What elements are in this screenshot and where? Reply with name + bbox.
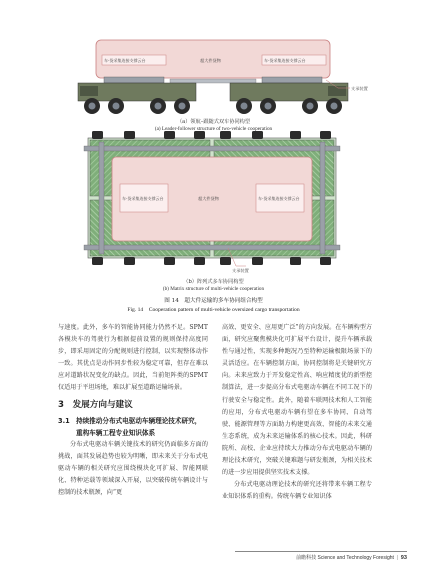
top-right-platform-label: 车-货采集连接支撑云台 (264, 58, 306, 63)
top-cargo-label: 超大件货物 (200, 58, 221, 63)
left-paragraph-2: 分布式电驱动车辆关键技术的研究仍面临多方面的挑战，面其发展趋势也较为明晰，即未来关于分布式电驱动车辆的相关研究应围绕模块化可扩展、智能网联化、特种运载等领域深入开展，以突破传统车辆设计与控制的技术瓶颈，向“更 (58, 440, 208, 496)
right-paragraph-1: 高效、更安全、应用更广泛”的方向发展。在车辆构型方面，研究应聚焦模块化可扩展平台设计，提升车辆承载性与通过性，实现多种跑况乃至特种运输极限场景下的灵活适应。在车辆控制方面，协同控制将是关键研究方向。未来应致力于开发稳定性高、响应精度优的新型控制算法，进一步提高分布式电驱动车辆在不同工况下的行驶安全与稳定性。此外，随着车联网技术和人工智能的应用，分布式电驱动车辆有望在多车协同、自动驾驶、能源管理等方面助力构建更高效、智能的未来交通生态系统，成为未来运输体系的核心技术。因此，科研院所、高校、企业应持续大力推动分布式电驱动车辆的理论技术研究，突破关键难题与研发瓶颈，为相关技术的进一步应用提供坚实技术支撑。 (222, 324, 372, 477)
leader-vehicle (78, 83, 196, 114)
bottom-callout-label: 支承装置 (232, 268, 249, 273)
subsection-number: 3.1 (58, 416, 70, 425)
caption-b-en: (b) Matrix structure of multi-vehicle cooperation (162, 286, 265, 292)
top-left-platform-label: 车-货采集连接支撑云台 (104, 58, 146, 63)
top-callout-label: 支承装置 (351, 86, 368, 91)
left-column (58, 322, 208, 499)
journal-name: 前瞻科技 Science and Technology Foresight (296, 555, 394, 561)
left-paragraph-1: 与速度。此外，多车的智能协同能力仍然不足。SPMT各模块车的驾驶行为根据提前设置的规则保持高度同步，即采用固定的分配规则进行控制，以实现整体动作一致。其优点是动作同步性较为稳定可靠，但存在难以应对道路状况变化的缺点。因此，当前矩阵类的SPMT仅适用于平坦场地，难以扩展至道路运输场景。 (58, 324, 208, 392)
page-number: 93 (400, 555, 407, 561)
section-heading: 3 发展方向与建议 (58, 399, 133, 410)
caption-a-en: (a) Leader-follower structure of two-vehicle cooperation (154, 126, 273, 132)
subsection-line-1: 持续推动分布式电驱动车辆理论技术研究， (76, 416, 202, 425)
matrix-diagram (84, 131, 340, 274)
subsection-line-2: 重构车辆工程专业知识体系 (76, 428, 156, 437)
leader-follower-diagram (78, 40, 369, 114)
figure-title-cn: 图 14 超大件运输的多车协同组合构型 (164, 298, 263, 304)
bottom-left-platform-label: 车-货采集连接支撑云台 (122, 196, 164, 201)
bottom-cargo-label: 超大件货物 (198, 196, 219, 201)
bottom-right-platform-label: 车-货采集连接支撑云台 (258, 196, 300, 201)
caption-b-cn: （b）阵列式多车协同构型 (183, 279, 244, 285)
right-paragraph-2: 分布式电驱动理论技术的研究还将带来车辆工程专业知识体系的重构。传统车辆专业知识体 (222, 481, 372, 501)
follower-vehicle (230, 83, 348, 114)
subsection-heading (58, 415, 208, 439)
right-column (222, 322, 372, 503)
page-footer: 前瞻科技 Science and Technology Foresight | 93 (235, 551, 407, 561)
caption-a-cn: （a）领航–跟随式双车协同构型 (176, 119, 251, 125)
figure-title-en: Fig. 14 Cooperation pattern of multi-vehicle oversized cargo transportation (127, 307, 300, 313)
